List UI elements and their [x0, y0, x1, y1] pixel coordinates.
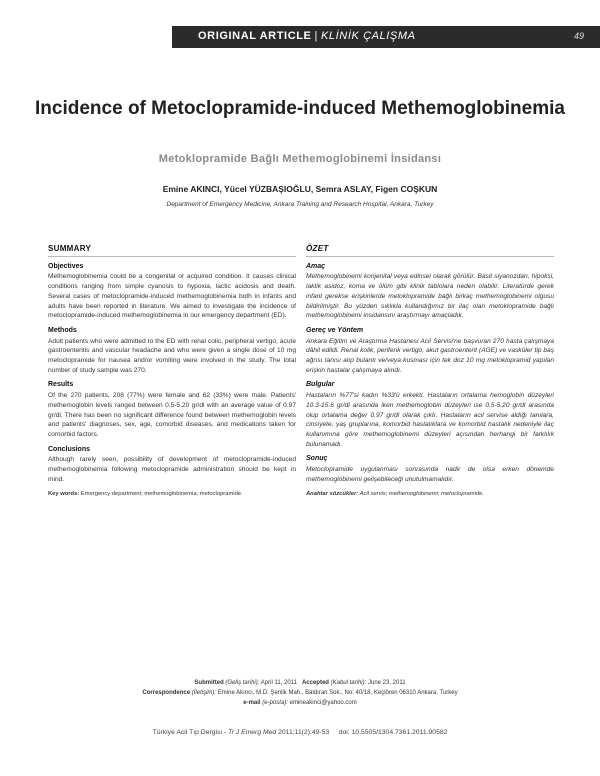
sonuc-heading: Sonuç [306, 455, 328, 463]
anahtar-text: Acil servis; methemoglobinemi; metoclopramide. [359, 491, 484, 498]
article-title: Incidence of Metoclopramide-induced Methemoglobinemia [35, 98, 565, 119]
sonuc-text: Metoclopramide uygulanması sonrasında nadir de olsa erken dönemde methemoglobinemi gelişebileceği unutulmamalıdır. [306, 466, 554, 483]
conclusions-heading: Conclusions [48, 445, 91, 453]
gerec-text: Ankara Eğitim ve Araştırma Hastanesi Acil Servisi'ne başvuran 270 hasta çalışmaya dâhil edildi. Renal kolik, periferik vertigo, akut gastroenterit (AGE) ve vasküler tip baş ağrısı tanısı alıp bulantı ve/veya kusması için tek doz 10 mg metoklopramid yapılan erişkin hastalar çalışmaya alındı. [306, 337, 554, 374]
objectives-heading: Objectives [48, 262, 84, 270]
summary-column [48, 244, 296, 500]
klinik-calisma-label: KLİNİK ÇALIŞMA [320, 30, 416, 42]
affiliation: Department of Emergency Medicine, Ankara Training and Research Hospital, Ankara, Turkey [166, 201, 434, 208]
email-address[interactable]: emineakinci@yahoo.com [289, 700, 357, 706]
submitted-tr-label: (Geliş tarihi): [225, 680, 260, 686]
methods-text: Adult patients who were admitted to the ED with renal colic, peripheral vertigo, acute gastroenteritis and vascular headache and who were given a single dose of 10 mg metoclopramide for nausea and/or vomiting were involved in the study. The total number of study sample was 270. [48, 337, 296, 374]
header-separator: | [314, 30, 318, 42]
ozet-column [306, 244, 554, 500]
keywords-text: Emergency department; methemoglobinemia; metoclopramide. [80, 491, 243, 498]
bulgular-text: Hastaların %77'si kadın %33'ü erkekti. Hastaların ortalama hemoglobin düzeyleri 10.3-15.6 gr/dl arasında iken methemoglobin düzeyleri ise 0.5-5.20 gr/dl arasında olup ortalama değer 0.97 gr/dl olarak çıktı. Hastaların acil servise aldığı tanılara, cinsiyete, yaş gruplarına, komorbid hastalıklara ve komorbid hastalık nedeniyle ilaç kullanımına göre methemoglobinemi düzeyleri açısından herhangi bir farklılık bulunamadı. [306, 392, 554, 448]
journal-name-en: Tr J Emerg Med [228, 729, 277, 736]
accepted-tr-label: (Kabul tarihi): [330, 680, 367, 686]
correspondence-tr-label: (İletişim): [191, 690, 217, 696]
page-number: 49 [573, 31, 584, 41]
keywords-label: Key words: [48, 491, 80, 498]
results-text: Of the 270 patients, 208 (77%) were female and 62 (33%) were male. Patients' methemoglobin levels ranged between 0.5-5.20 gr/dl with an average value of 0.97 gr/dl. There has been no significant difference found between methemoglobin levels and patients' diagnoses, sex, age, comorbid diseases, and medications taken for comorbid factors. [48, 392, 296, 438]
submitted-date: April 11, 2011 [260, 680, 297, 686]
dates-line [0, 678, 600, 688]
amac-text: Methemoglobinemi konjenital veya edinsel olarak görülür. Basit siyanozdan, hipoksi, laktik asidoz, koma ve ölüm gibi klinik tablolara neden olabilir. Literatürde gerek infant gerekse erişkinlerde metoklopramide bağlı birkaç methemoglobinemi olgusu bildirilmiştir. Bu yüzden sıklıkla kullandığımız bir ilaç olan metoklopramide bağlı methemoglobinemi insidansını araştırmayı amaçladık. [306, 273, 554, 320]
email-tr-label: (e-posta): [262, 700, 288, 706]
correspondence-text: Emine Akıncı, M.D. Şenlik Mah., Baldıran Sok., No: 40/18, Keçiören 06310 Ankara, Turkey [217, 690, 458, 696]
author-list: Emine AKINCI, Yücel YÜZBAŞIOĞLU, Semra ASLAY, Figen COŞKUN [162, 184, 438, 194]
correspondence-line [0, 688, 600, 698]
header-bar [172, 26, 600, 48]
results-heading: Results [48, 381, 74, 389]
gerec-heading: Gereç ve Yöntem [306, 326, 364, 334]
article-subtitle: Metoklopramide Bağlı Methemoglobinemi İnsidansı [158, 153, 442, 165]
correspondence-label: Correspondence [142, 690, 191, 696]
journal-name-tr: Türkiye Acil Tıp Dergisi - [152, 729, 227, 736]
article-type-label [198, 30, 416, 42]
accepted-date: June 23, 2011 [367, 680, 406, 686]
journal-volume-doi: 2011;11(2):49-53 doi: 10.5505/1304.7361.2011.90582 [278, 729, 448, 736]
keywords-line [48, 490, 296, 500]
accepted-label: Accepted [301, 680, 329, 686]
amac-heading: Amaç [306, 262, 326, 270]
email-line [0, 698, 600, 708]
ozet-heading: ÖZET [306, 244, 554, 257]
methods-heading: Methods [48, 326, 77, 334]
objectives-text: Methemoglobinemia could be a congenital or acquired condition. It causes clinical conditions ranging from simple cyanosis to hypoxia, lactic acidosis and death. Several cases of metoclopramide-induced methemoglobinemia both in infants and adults have been reported in literature. We aimed to investigate the incidence of metoclopramide-induced methemoglobinemia in our emergency department (ED). [48, 273, 296, 320]
submitted-label: Submitted [194, 680, 224, 686]
summary-heading: SUMMARY [48, 244, 296, 257]
anahtar-label: Anahtar sözcükler: [306, 491, 359, 498]
conclusions-text: Although rarely seen, possibility of development of metoclopramide-induced methemoglobinemia following metoclopramide administration should be kept in mind. [48, 456, 296, 483]
bulgular-heading: Bulgular [306, 381, 335, 389]
submission-info [0, 678, 600, 708]
anahtar-line [306, 490, 554, 500]
journal-citation [0, 729, 600, 736]
original-article-label: ORIGINAL ARTICLE [198, 30, 312, 42]
email-label: e-mail [243, 700, 261, 706]
